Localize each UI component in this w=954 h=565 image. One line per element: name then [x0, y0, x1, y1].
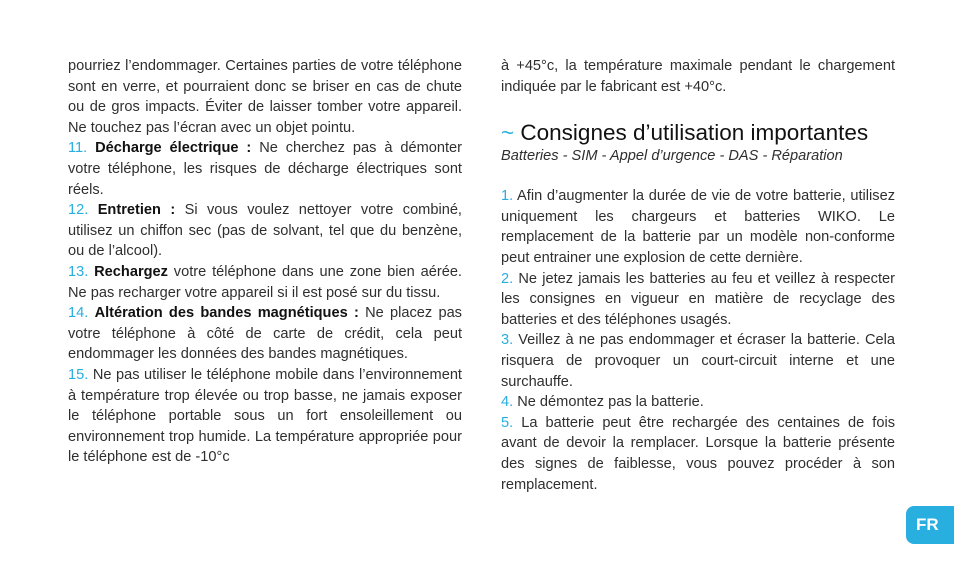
item-number: 11. — [68, 140, 88, 157]
section-heading — [501, 120, 895, 146]
left-column — [68, 56, 462, 468]
item-text: Veillez à ne pas endommager et écraser la batterie. Cela risquera de provoquer un court-circuit interne et une surchauffe. — [501, 332, 895, 390]
battery-item-2 — [501, 269, 895, 331]
left-intro-paragraph: pourriez l’endommager. Certaines parties de votre téléphone sont en verre, et pourraient donc se briser en cas de chute ou de gros impacts. Éviter de laisser tomber votre appareil. Ne touchez pas l’écran avec un objet pointu. — [68, 58, 462, 136]
item-term: Rechargez — [94, 263, 168, 280]
item-term: Altération des bandes magnétiques : — [94, 305, 359, 322]
item-11 — [68, 138, 462, 200]
battery-item-5 — [501, 413, 895, 495]
item-text: La batterie peut être rechargée des centaines de fois avant de devoir la remplacer. Lorsque la batterie présente des signes de faiblesse, vous pouvez procéder à son remplacement. — [501, 414, 895, 493]
battery-item-4 — [501, 392, 895, 413]
battery-item-3 — [501, 330, 895, 392]
right-column — [501, 56, 895, 495]
battery-item-1 — [501, 186, 895, 268]
section-heading-block — [501, 120, 895, 166]
item-12 — [68, 200, 462, 262]
item-number: 2. — [501, 270, 514, 287]
item-term: Décharge électrique : — [95, 140, 252, 157]
item-number: 13. — [68, 263, 89, 280]
item-number: 5. — [501, 414, 514, 431]
item-text: Ne pas utiliser le téléphone mobile dans l’environnement à température trop élevée ou trop basse, ne jamais exposer le téléphone portable sous un fort ensoleillement ou environnement trop humide. La température appropriée pour le téléphone est de -10°c — [68, 366, 462, 466]
item-number: 15. — [68, 366, 89, 383]
language-badge: FR — [906, 506, 954, 544]
item-text: Si vous voulez nettoyer votre combiné, utilisez un chiffon sec (pas de solvant, tel que du benzène, ou de l’alcool). — [68, 202, 462, 260]
item-term: Entretien : — [97, 202, 176, 219]
item-15 — [68, 365, 462, 468]
item-number: 1. — [501, 188, 514, 205]
item-text: Ne démontez pas la batterie. — [513, 394, 704, 411]
item-text: Ne jetez jamais les batteries au feu et veillez à respecter les consignes en vigueur en matière de recyclage des batteries et des téléphones usagés. — [501, 270, 895, 328]
item-number: 4. — [501, 394, 514, 411]
right-intro-paragraph: à +45°c, la température maximale pendant le chargement indiquée par le fabricant est +40°c. — [501, 58, 895, 95]
item-text: Ne cherchez pas à démonter votre téléphone, les risques de décharge électriques sont réels. — [68, 140, 462, 198]
item-text: votre téléphone dans une zone bien aérée. Ne pas recharger votre appareil si il est posé sur du tissu. — [68, 263, 462, 301]
item-14 — [68, 303, 462, 365]
section-subtitle: Batteries - SIM - Appel d’urgence - DAS - Réparation — [501, 148, 843, 165]
item-text: Afin d’augmenter la durée de vie de votre batterie, utilisez uniquement les chargeurs et batteries WIKO. Le remplacement de la batterie par un modèle non-conforme peut entrainer une explosion de cette dernière. — [501, 188, 895, 266]
section-heading-text: Consignes d’utilisation importantes — [520, 120, 869, 146]
tilde-marker: ~ — [501, 120, 515, 146]
item-number: 3. — [501, 332, 514, 349]
item-number: 14. — [68, 305, 89, 322]
item-13 — [68, 262, 462, 303]
item-text: Ne placez pas votre téléphone à côté de carte de crédit, cela peut endommager les données des bandes magnétiques. — [68, 305, 462, 363]
item-number: 12. — [68, 202, 89, 219]
